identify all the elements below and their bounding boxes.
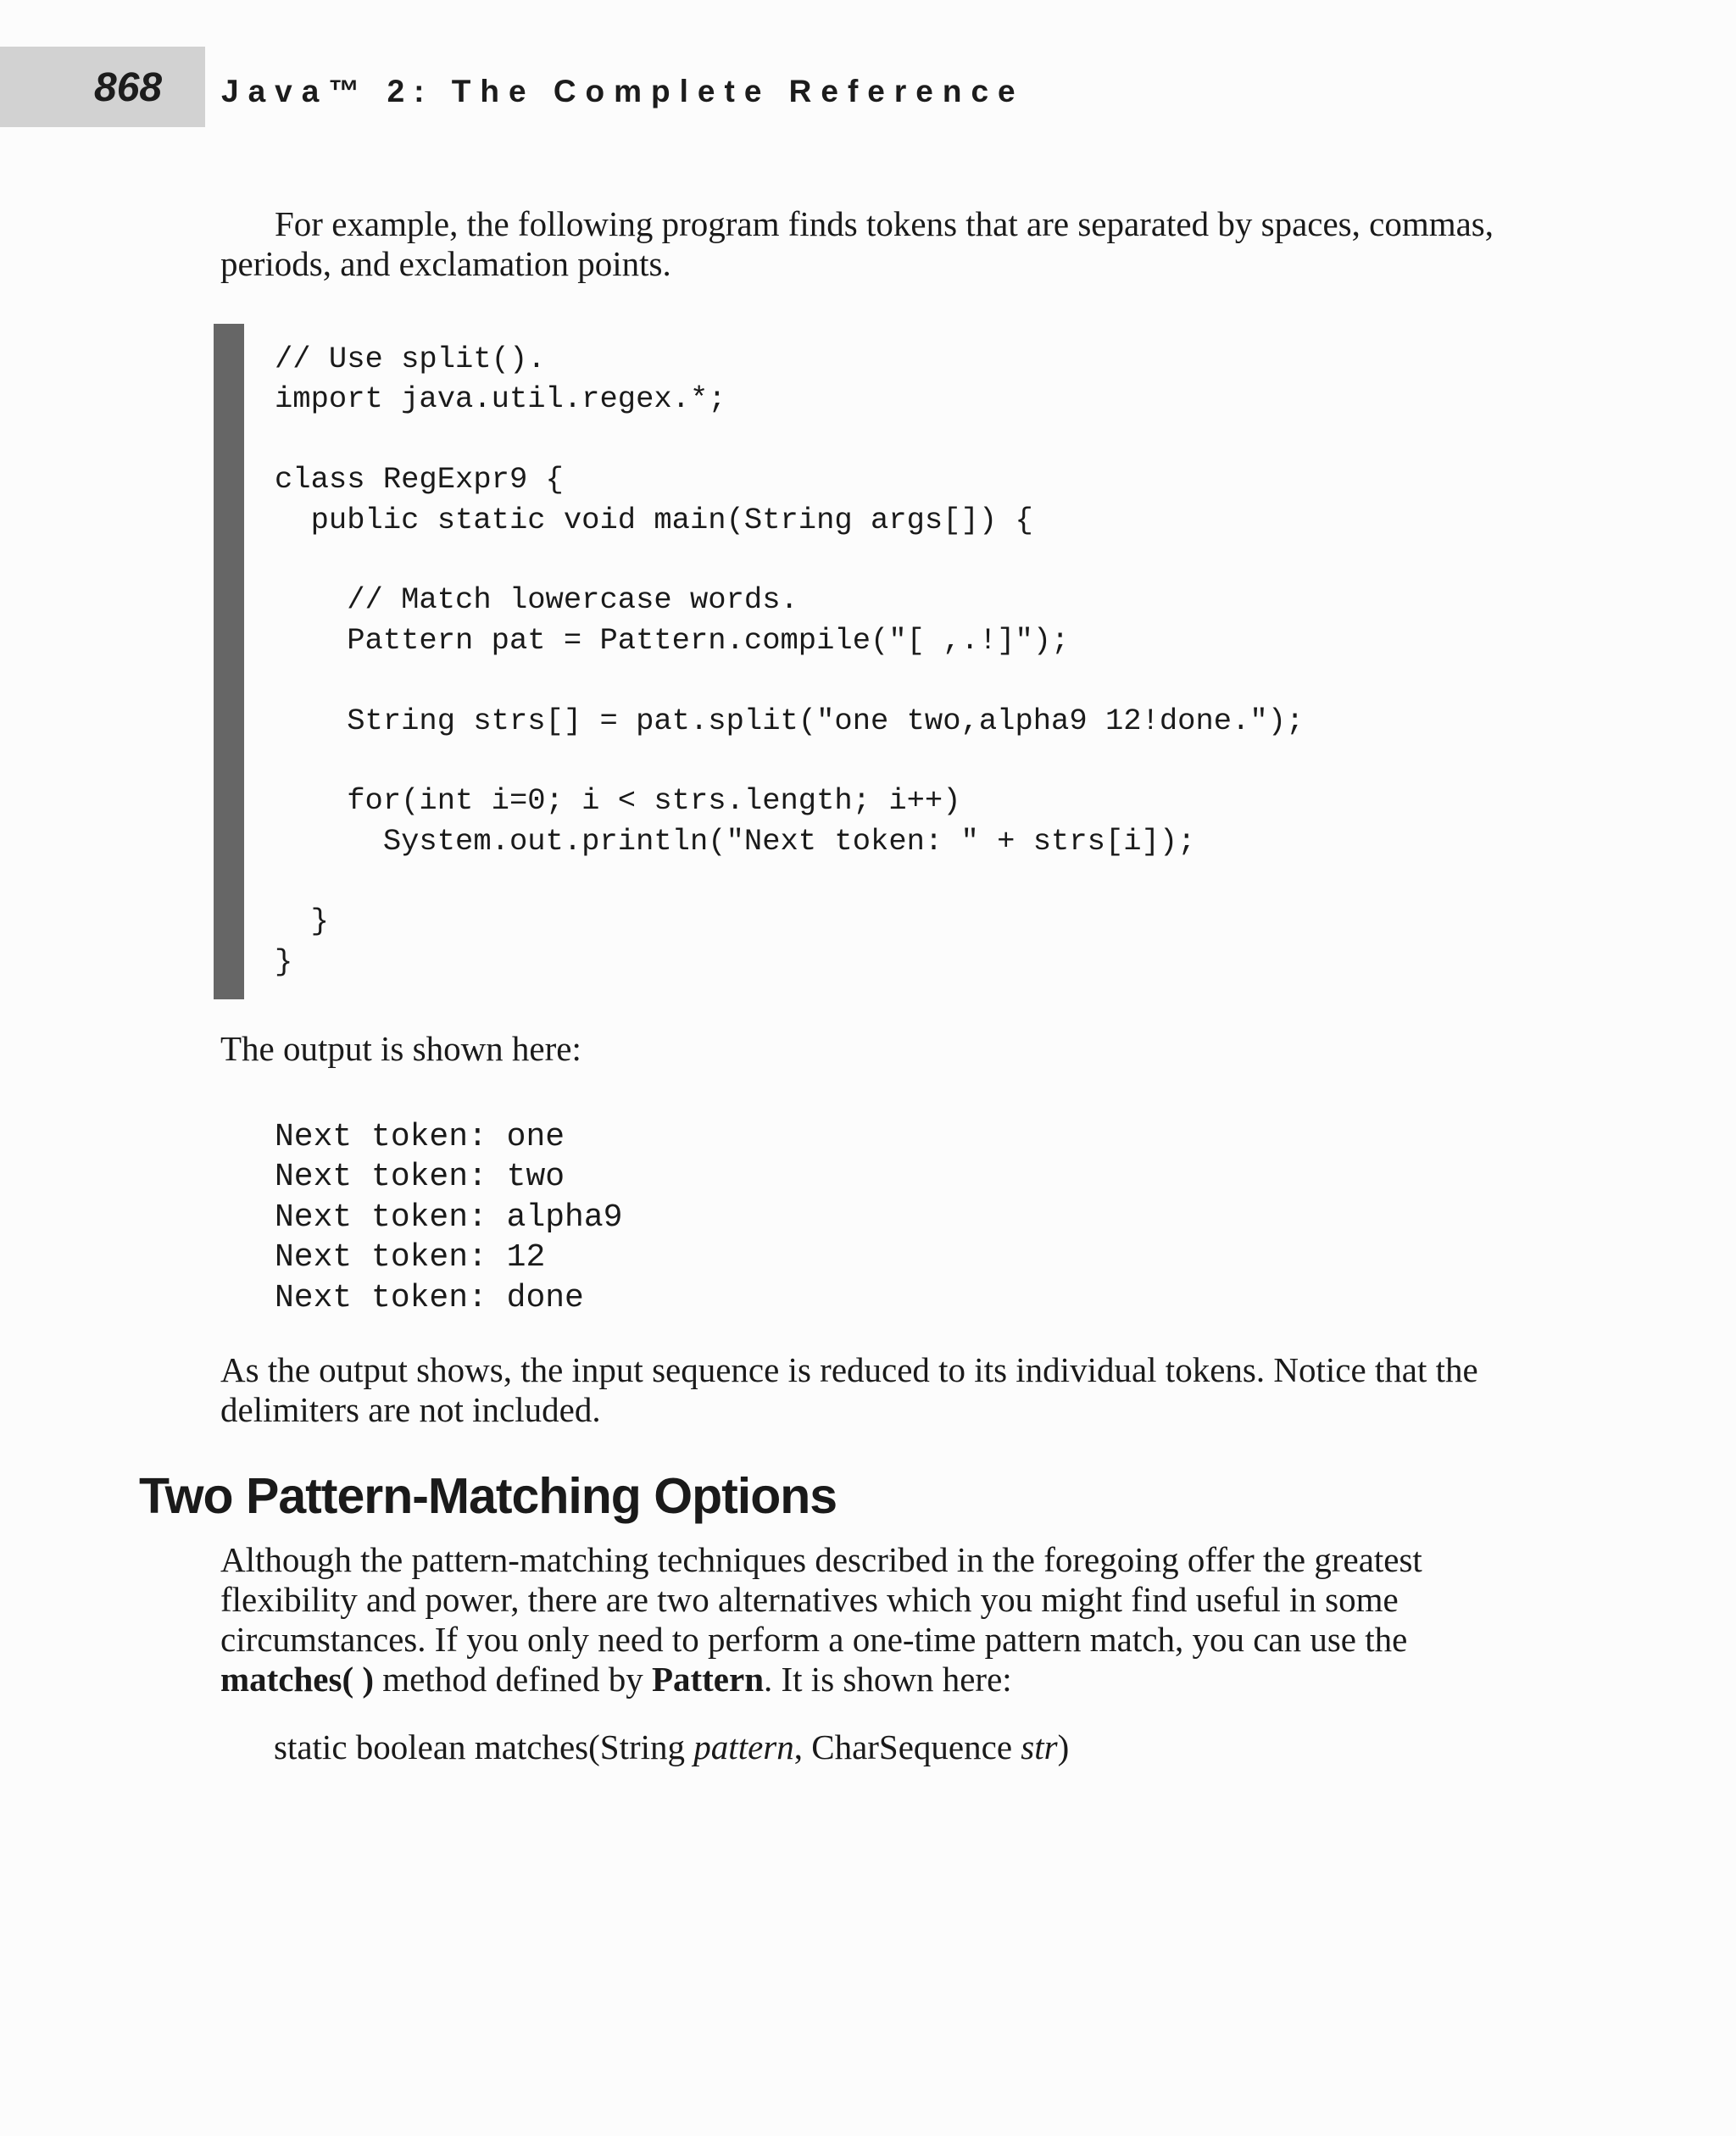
code-line: } xyxy=(275,943,293,979)
signature-part-2: , CharSequence xyxy=(793,1727,1021,1766)
code-line: import java.util.regex.*; xyxy=(275,381,726,417)
signature-param-str: str xyxy=(1021,1727,1058,1766)
signature-part-3: ) xyxy=(1057,1727,1070,1766)
code-line: public static void main(String args[]) { xyxy=(275,502,1033,537)
code-line: Pattern pat = Pattern.compile("[ ,.!]"); xyxy=(275,622,1070,658)
running-head: Java™ 2: The Complete Reference xyxy=(221,74,1025,108)
code-listing xyxy=(275,339,1304,982)
code-line xyxy=(275,660,1304,700)
page-number: 868 xyxy=(94,65,163,110)
code-line: } xyxy=(275,904,329,939)
code-line xyxy=(275,861,1304,901)
section-paragraph-text-1: Although the pattern-matching techniques described in the foregoing offer the greatest flexibility and power, there are two alternatives which you might find useful in some circumstances. If you only need to perform a one-time pattern match, you can use the xyxy=(220,1540,1422,1659)
code-line: // Match lowercase words. xyxy=(275,582,798,618)
section-paragraph xyxy=(220,1540,1526,1699)
output-line: Next token: done xyxy=(275,1279,584,1316)
code-line xyxy=(275,420,1304,459)
signature-part-1: static boolean matches(String xyxy=(274,1727,694,1766)
matches-method-name: matches( ) xyxy=(220,1660,375,1699)
signature-param-pattern: pattern xyxy=(693,1727,794,1766)
pattern-class-name: Pattern xyxy=(651,1660,765,1699)
intro-paragraph: For example, the following program finds tokens that are separated by spaces, commas, periods, and exclamation points. xyxy=(220,204,1494,283)
code-listing-bar xyxy=(214,324,244,999)
method-signature xyxy=(274,1727,1069,1767)
output-listing xyxy=(275,1117,622,1318)
code-line: // Use split(). xyxy=(275,342,546,376)
output-line: Next token: one xyxy=(275,1119,565,1155)
code-line: class RegExpr9 { xyxy=(275,462,564,498)
output-line: Next token: 12 xyxy=(275,1239,546,1277)
code-line xyxy=(275,540,1304,580)
code-line: System.out.println("Next token: " + strs[i]); xyxy=(275,823,1196,859)
section-paragraph-text-3: . It is shown here: xyxy=(764,1660,1012,1699)
code-line xyxy=(275,741,1304,781)
code-line: String strs[] = pat.split("one two,alpha9 12!done."); xyxy=(275,703,1305,738)
output-line: Next token: two xyxy=(275,1159,565,1196)
section-paragraph-text-2: method defined by xyxy=(374,1660,652,1699)
output-line: Next token: alpha9 xyxy=(275,1199,623,1236)
after-output-paragraph: As the output shows, the input sequence is reduced to its individual tokens. Notice that the delimiters are not included. xyxy=(220,1350,1478,1429)
section-heading: Two Pattern-Matching Options xyxy=(139,1468,837,1524)
output-intro: The output is shown here: xyxy=(220,1029,581,1068)
code-line: for(int i=0; i < strs.length; i++) xyxy=(275,783,961,819)
